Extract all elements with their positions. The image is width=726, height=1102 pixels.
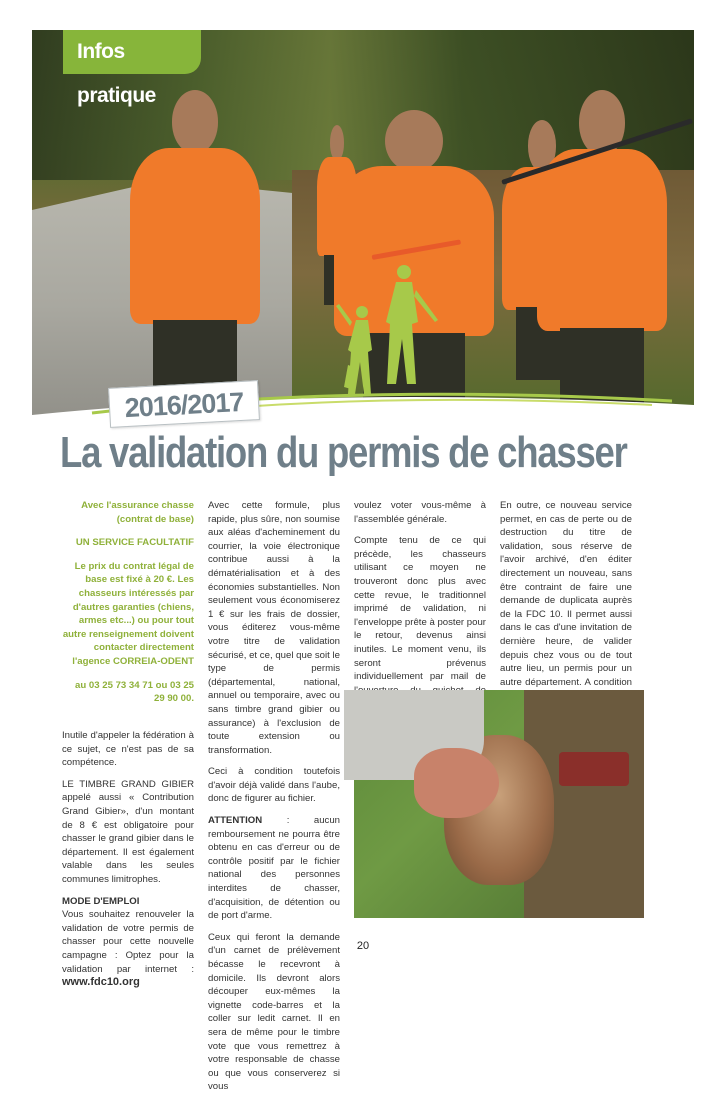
hunter-figure bbox=[130, 90, 260, 410]
attention-label: ATTENTION bbox=[208, 815, 263, 827]
paragraph bbox=[208, 814, 340, 923]
jacket-pocket bbox=[559, 752, 629, 786]
insurance-sidebar bbox=[62, 499, 194, 716]
section-tag: Infos pratique bbox=[63, 30, 201, 74]
website-link[interactable]: www.fdc10.org bbox=[62, 976, 140, 989]
paragraph-text: Vous souhaitez renouveler la validation de votre permis de chasser pour cette nouvelle campagne : Optez pour la validation par internet : bbox=[62, 909, 194, 975]
sidebar-paragraph: Avec l'assurance chasse (contrat de base) bbox=[81, 500, 194, 525]
paragraph: Compte tenu de ce qui précède, les chasseurs utilisant ce moyen ne trouveront donc plus avec cette revue, le traditionnel imprimé de validation, ni l'enveloppe prête à poster pour le retour, devenus ainsi inutiles. Le moment venu, ils seront prévenus individuellement par mail de bbox=[354, 535, 486, 683]
sidebar-paragraph: au 03 25 73 34 71 ou 03 25 29 90 00. bbox=[75, 679, 194, 705]
sidebar-paragraph: Le prix du contrat légal de base est fixé à 20 €. Les chasseurs intéressés par d'autres garanties (chiens, armes etc...) ou pour tout autre renseignement doivent contacter directement l'agence CORREIA-ODENT bbox=[62, 560, 194, 667]
page-title: La validation du permis de chasser bbox=[60, 428, 627, 477]
paragraph: En outre, ce nouveau service permet, en cas de perte ou de destruction du titre de validation, sous réserve de l'avoir archivé, d'en éditer directement un nouveau, sans être contraint de faire une demande de duplicata auprès de la FDC 10. Il permet aussi dans le cas d'une invitation de dernière heure, de valider depuis chez vous ou de tout autre lieu, un permis pour un autre département. A condition bbox=[500, 500, 632, 688]
paragraph: Inutile d'appeler la fédération à ce sujet, ce n'est pas de sa compétence. bbox=[62, 730, 194, 769]
paragraph-text: : aucun remboursement ne pourra être obtenu en cas d'erreur ou de contrôle positif par le fichier national des personnes interdites de chasser, d'acquisition, de détention ou de port d'arme. bbox=[208, 815, 340, 922]
text-column-2 bbox=[208, 499, 340, 1102]
paragraph: Ceux qui feront la demande d'un carnet de prélèvement bécasse le recevront à domicile. Ils devront alors découper eux-mêmes la vignette code-barres et la coller sur ledit carnet. Il en sera de même pour le timbre vote que vous remettrez à votre responsable de chasse ou que vous conserverez si vous bbox=[208, 931, 340, 1093]
paragraph: Avec cette formule, plus rapide, plus sûre, non soumise aux aléas d'acheminement du courrier, la voie électronique contribue aussi à la dématérialisation et à des économies substantielles. Non seulement vous économiserez 1 € sur les frais de dossier, vous éditerez vous-même votre titre de validation sécurisé, et ce, quel que soit le type de permis (départemental, national, annuel ou temporaire, avec ou sans timbre grand gibier ou assurance) à l'exclusion de toute extension ou transformation. bbox=[208, 500, 340, 756]
paragraph: LE TIMBRE GRAND GIBIER appelé aussi « Contribution Grand Gibier», d'un montant de 8 € est obligatoire pour chasser le grand gibier dans le département. Il est également valable dans les seules communes limitrophes. bbox=[62, 778, 194, 885]
paragraph: Ceci à condition toutefois d'avoir déjà validé dans l'aube, donc de figurer au fichier. bbox=[208, 766, 340, 805]
hand bbox=[414, 748, 499, 818]
hunter-silhouette-logo bbox=[332, 260, 442, 400]
section-heading: MODE D'EMPLOI bbox=[62, 895, 140, 907]
page-number: 20 bbox=[356, 940, 370, 952]
text-column-1 bbox=[62, 729, 194, 998]
hunter-figure bbox=[537, 90, 667, 420]
woodcock-photo bbox=[354, 690, 632, 918]
year-label: 2016/2017 bbox=[124, 386, 245, 424]
sidebar-paragraph: UN SERVICE FACULTATIF bbox=[75, 537, 194, 549]
paragraph: voulez voter vous-même à l'assemblée générale. bbox=[354, 500, 486, 525]
year-badge bbox=[108, 380, 260, 428]
